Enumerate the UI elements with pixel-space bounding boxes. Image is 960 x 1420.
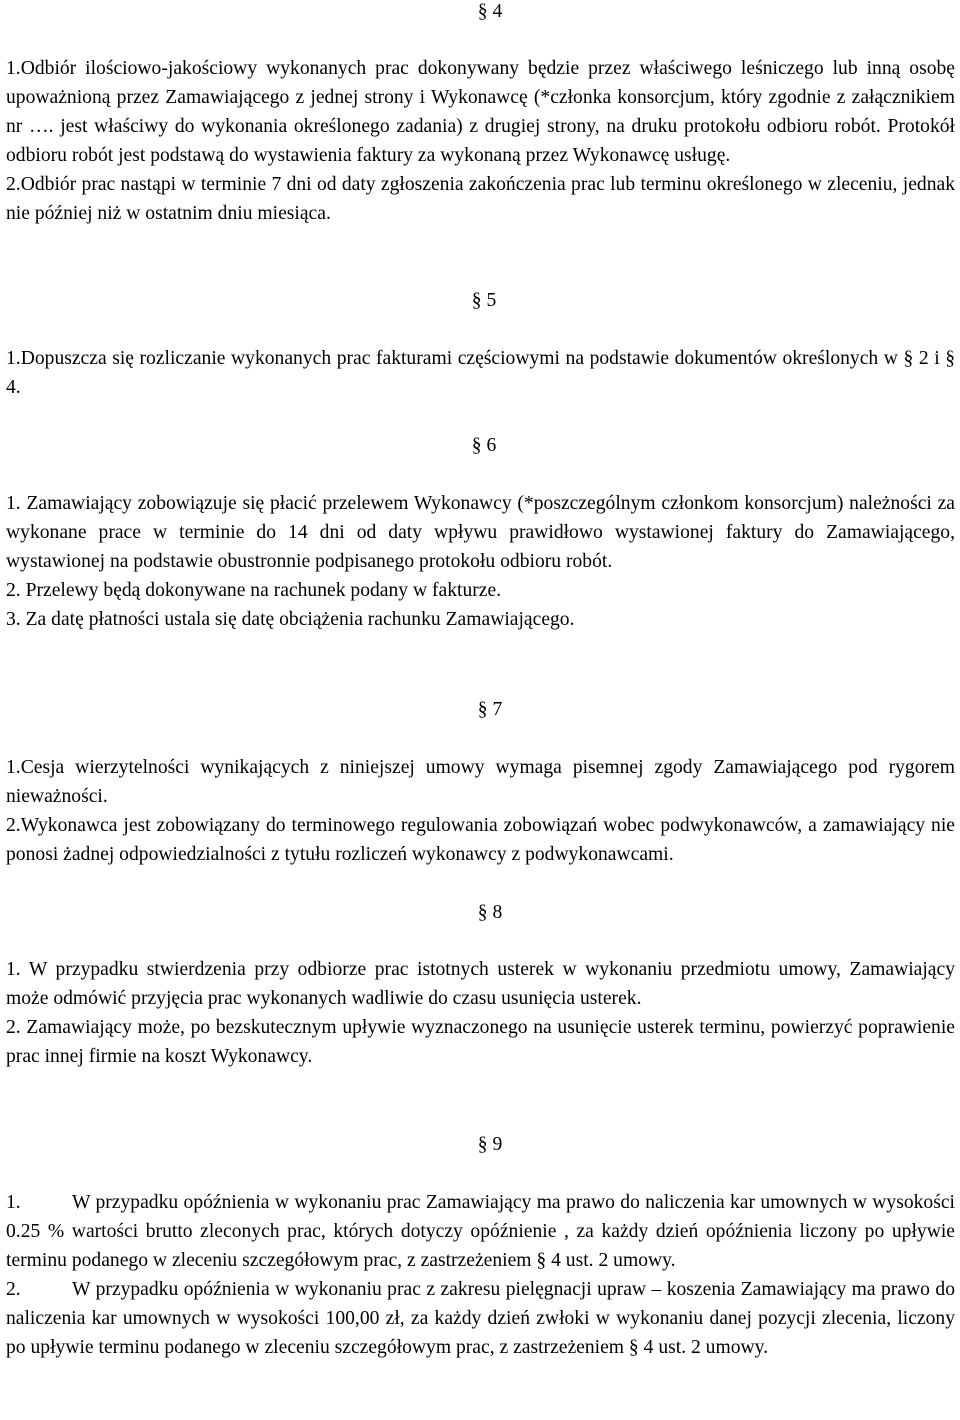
item-text: W przypadku opóźnienia w wykonaniu prac Zamawiający ma prawo do naliczenia kar umownych w wysokości 0.25 % wartości brutto zleconych prac, których dotyczy opóźnienie , za każdy dzień opóźnienia liczony po upływie terminu podanego w zleceniu szczegółowym prac, z zastrzeżeniem § 4 ust. 2 umowy. [6, 1192, 955, 1271]
section-9-body [6, 1188, 955, 1362]
paragraph: 3. Za datę płatności ustala się datę obciążenia rachunku Zamawiającego. [6, 609, 575, 630]
paragraph: 2.Odbiór prac nastąpi w terminie 7 dni od daty zgłoszenia zakończenia prac lub terminu określonego w zleceniu, jednak nie później niż w ostatnim dniu miesiąca. [6, 174, 955, 224]
section-number: § 9 [477, 1134, 503, 1155]
paragraph: 1.Odbiór ilościowo-jakościowy wykonanych prac dokonywany będzie przez właściwego leśniczego lub inną osobę upoważnioną przez Zamawiającego z jednej strony i Wykonawcę (*członka konsorcjum, który zgodnie z załącznikiem nr …. jest właściwy do wykonania określonego zadania) z drugiej strony, na druku protokołu odbioru robót. Protokół odbioru robót jest podstawą do wystawienia faktury za wykonaną przez Wykonawcę usługę. [6, 58, 955, 166]
section-4-body [6, 54, 955, 228]
section-heading-4 [0, 0, 960, 26]
paragraph: 1.Cesja wierzytelności wynikających z niniejszej umowy wymaga pisemnej zgody Zamawiającego pod rygorem nieważności. [6, 757, 955, 807]
section-heading-7 [0, 695, 960, 724]
item-marker: 2. [6, 1279, 21, 1300]
section-number: § 7 [477, 699, 503, 720]
section-5-body [6, 344, 955, 402]
section-heading-6 [0, 431, 960, 460]
section-heading-8 [0, 898, 960, 927]
paragraph: 1. W przypadku stwierdzenia przy odbiorze prac istotnych usterek w wykonaniu przedmiotu umowy, Zamawiający może odmówić przyjęcia prac wykonanych wadliwie do czasu usunięcia usterek. [6, 959, 955, 1009]
list-item [6, 1188, 955, 1275]
section-number: § 8 [477, 902, 503, 923]
section-number: § 6 [471, 435, 497, 456]
paragraph: 2. Przelewy będą dokonywane na rachunek podany w fakturze. [6, 580, 502, 601]
item-marker: 1. [6, 1192, 21, 1213]
paragraph: 1.Dopuszcza się rozliczanie wykonanych prac fakturami częściowymi na podstawie dokumentów określonych w § 2 i § 4. [6, 348, 955, 398]
section-number: § 5 [471, 290, 497, 311]
section-number: § 4 [477, 1, 503, 22]
section-heading-9 [0, 1130, 960, 1159]
section-7-body [6, 753, 955, 869]
section-8-body [6, 955, 955, 1071]
item-text: W przypadku opóźnienia w wykonaniu prac z zakresu pielęgnacji upraw – koszenia Zamawiający ma prawo do naliczenia kar umownych w wysokości 100,00 zł, za każdy dzień zwłoki w wykonaniu danej pozycji zlecenia, liczony po upływie terminu podanego w zleceniu szczegółowym prac, z zastrzeżeniem § 4 ust. 2 umowy. [6, 1279, 955, 1358]
section-heading-5 [0, 286, 960, 315]
section-6-body [6, 489, 955, 634]
paragraph: 1. Zamawiający zobowiązuje się płacić przelewem Wykonawcy (*poszczególnym członkom konsorcjum) należności za wykonane prace w terminie do 14 dni od daty wpływu prawidłowo wystawionej faktury do Zamawiającego, wystawionej na podstawie obustronnie podpisanego protokołu odbioru robót. [6, 493, 955, 572]
list-item [6, 1275, 955, 1362]
paragraph: 2. Zamawiający może, po bezskutecznym upływie wyznaczonego na usunięcie usterek terminu, powierzyć poprawienie prac innej firmie na koszt Wykonawcy. [6, 1017, 955, 1067]
paragraph: 2.Wykonawca jest zobowiązany do terminowego regulowania zobowiązań wobec podwykonawców, a zamawiający nie ponosi żadnej odpowiedzialności z tytułu rozliczeń wykonawcy z podwykonawcami. [6, 815, 955, 865]
